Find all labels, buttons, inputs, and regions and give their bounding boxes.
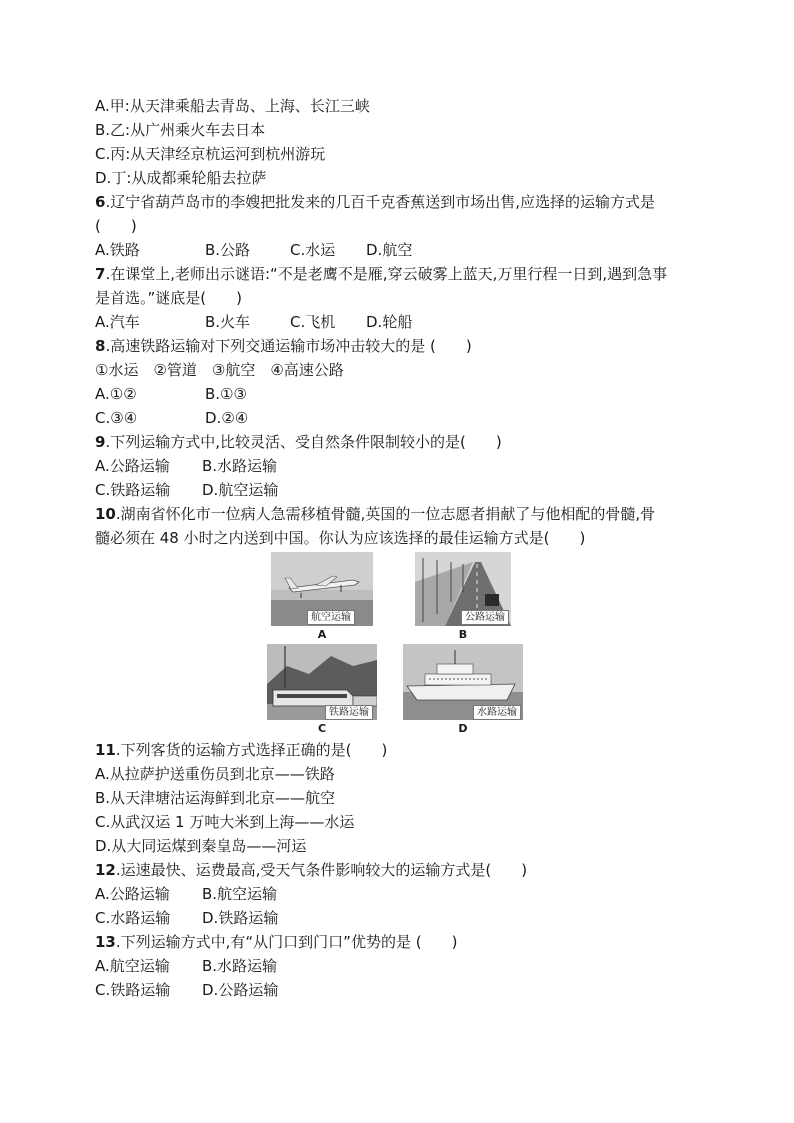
q12-option-a: A.公路运输 bbox=[95, 885, 170, 903]
figure-d bbox=[403, 644, 523, 736]
q7-option-b: B.火车 bbox=[205, 313, 251, 331]
q8-options-row2 bbox=[95, 406, 715, 430]
q10-text: .湖南省怀化市一位病人急需移植骨髓,英国的一位志愿者捐献了与他相配的骨髓,骨 bbox=[115, 505, 656, 523]
q12-option-d: D.铁路运输 bbox=[202, 909, 279, 927]
q5-option-c: C.丙:从天津经京杭运河到杭州游玩 bbox=[95, 145, 326, 163]
q12-text: .运速最快、运费最高,受天气条件影响较大的运输方式是( ) bbox=[115, 861, 528, 879]
q5-option-a: A.甲:从天津乘船去青岛、上海、长江三峡 bbox=[95, 97, 370, 115]
q8-option-c: C.③④ bbox=[95, 409, 138, 427]
q13-stem bbox=[95, 930, 715, 954]
q10-figures bbox=[95, 552, 715, 738]
q12-options-row2 bbox=[95, 906, 715, 930]
q6-option-c: C.水运 bbox=[290, 241, 336, 259]
q10-stem bbox=[95, 502, 715, 526]
q9-option-c: C.铁路运输 bbox=[95, 481, 171, 499]
figure-b-tag: 公路运输 bbox=[461, 610, 509, 625]
q13-option-c: C.铁路运输 bbox=[95, 981, 171, 999]
figure-a-letter: A bbox=[317, 628, 327, 641]
q12-option-b: B.航空运输 bbox=[202, 885, 278, 903]
q10-stem-cont: 髓必须在 48 小时之内送到中国。你认为应该选择的最佳运输方式是( ) bbox=[95, 529, 586, 547]
figure-c-tag: 铁路运输 bbox=[325, 705, 373, 720]
q9-options-row2 bbox=[95, 478, 715, 502]
q9-options-row1 bbox=[95, 454, 715, 478]
q7-option-c: C.飞机 bbox=[290, 313, 336, 331]
q8-text: .高速铁路运输对下列交通运输市场冲击较大的是 ( ) bbox=[105, 337, 472, 355]
q5-option-d: D.丁:从成都乘轮船去拉萨 bbox=[95, 169, 267, 187]
q11-option-d: D.从大同运煤到秦皇岛——河运 bbox=[95, 837, 307, 855]
q12-options-row1 bbox=[95, 882, 715, 906]
q8-option-b: B.①③ bbox=[205, 385, 247, 403]
figure-c-letter: C bbox=[317, 722, 327, 735]
q9-option-d: D.航空运输 bbox=[202, 481, 279, 499]
q12-stem bbox=[95, 858, 715, 882]
figure-b-letter: B bbox=[458, 628, 468, 641]
q13-options-row2 bbox=[95, 978, 715, 1002]
q10-number: 10 bbox=[95, 505, 116, 523]
q13-option-b: B.水路运输 bbox=[202, 957, 278, 975]
q11-stem bbox=[95, 738, 715, 762]
q6-option-a: A.铁路 bbox=[95, 241, 140, 259]
q11-text: .下列客货的运输方式选择正确的是( ) bbox=[115, 741, 388, 759]
q9-stem bbox=[95, 430, 715, 454]
q6-answer-blank: ( ) bbox=[95, 217, 137, 235]
q8-items: ①水运 ②管道 ③航空 ④高速公路 bbox=[95, 361, 344, 379]
figure-a-tag: 航空运输 bbox=[307, 610, 355, 625]
q7-options bbox=[95, 310, 715, 334]
q6-stem bbox=[95, 190, 715, 214]
q11-number: 11 bbox=[95, 741, 116, 759]
q11-option-b: B.从天津塘沽运海鲜到北京——航空 bbox=[95, 789, 336, 807]
q6-number: 6 bbox=[95, 193, 106, 211]
q9-number: 9 bbox=[95, 433, 106, 451]
q7-option-d: D.轮船 bbox=[366, 313, 413, 331]
figure-a bbox=[271, 552, 373, 642]
q7-stem-cont: 是首选。”谜底是( ) bbox=[95, 289, 242, 307]
q13-option-d: D.公路运输 bbox=[202, 981, 279, 999]
figure-c bbox=[267, 644, 377, 736]
q7-number: 7 bbox=[95, 265, 106, 283]
q8-number: 8 bbox=[95, 337, 106, 355]
question-page bbox=[95, 94, 715, 1002]
q6-options bbox=[95, 238, 715, 262]
q13-text: .下列运输方式中,有“从门口到门口”优势的是 ( ) bbox=[115, 933, 458, 951]
q12-number: 12 bbox=[95, 861, 116, 879]
q12-option-c: C.水路运输 bbox=[95, 909, 171, 927]
figure-d-tag: 水路运输 bbox=[473, 705, 521, 720]
q9-option-b: B.水路运输 bbox=[202, 457, 278, 475]
q11-option-c: C.从武汉运 1 万吨大米到上海——水运 bbox=[95, 813, 355, 831]
figure-b bbox=[415, 552, 511, 642]
q6-option-d: D.航空 bbox=[366, 241, 413, 259]
q7-stem bbox=[95, 262, 715, 286]
q13-number: 13 bbox=[95, 933, 116, 951]
q7-option-a: A.汽车 bbox=[95, 313, 140, 331]
q5-option-b: B.乙:从广州乘火车去日本 bbox=[95, 121, 266, 139]
q11-option-a: A.从拉萨护送重伤员到北京——铁路 bbox=[95, 765, 335, 783]
q6-option-b: B.公路 bbox=[205, 241, 251, 259]
q6-text: .辽宁省葫芦岛市的李嫂把批发来的几百千克香蕉送到市场出售,应选择的运输方式是 bbox=[105, 193, 655, 211]
q8-option-a: A.①② bbox=[95, 385, 137, 403]
q8-stem bbox=[95, 334, 715, 358]
q13-options-row1 bbox=[95, 954, 715, 978]
q7-text: .在课堂上,老师出示谜语:“不是老鹰不是雁,穿云破雾上蓝天,万里行程一日到,遇到急事 bbox=[105, 265, 668, 283]
q9-option-a: A.公路运输 bbox=[95, 457, 170, 475]
q8-option-d: D.②④ bbox=[205, 409, 249, 427]
q13-option-a: A.航空运输 bbox=[95, 957, 170, 975]
q8-options-row1 bbox=[95, 382, 715, 406]
q9-text: .下列运输方式中,比较灵活、受自然条件限制较小的是( ) bbox=[105, 433, 502, 451]
figure-d-letter: D bbox=[458, 722, 468, 735]
